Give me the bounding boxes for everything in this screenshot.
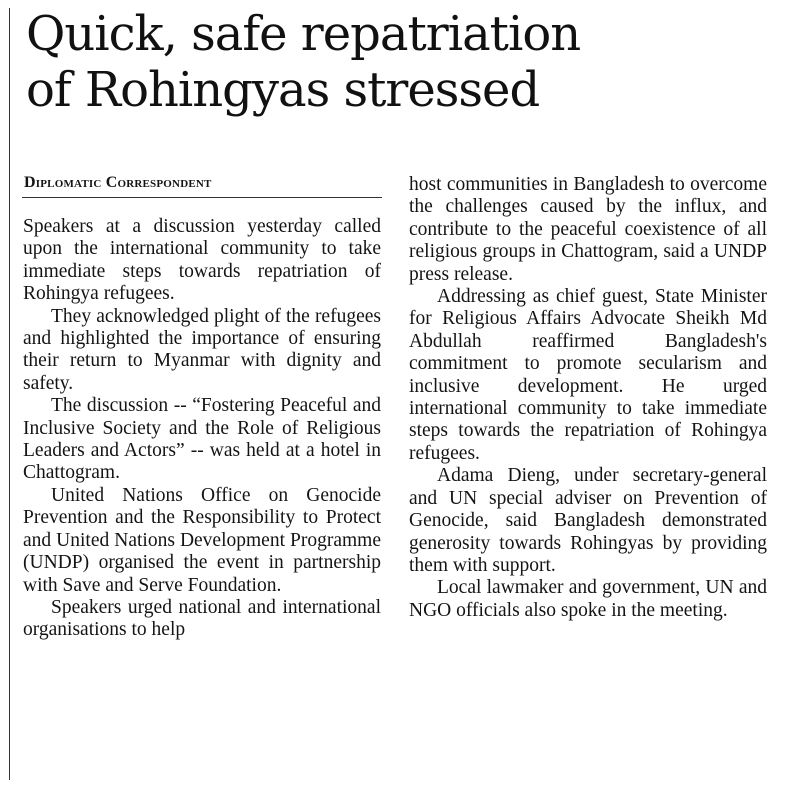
article-paragraph: Adama Dieng, under secretary-general and UN special adviser on Prevention of Genocide, said Bangladesh demonstrated generosity towards Rohingyas by providing them with support. [409,465,767,576]
headline-line-1: Quick, safe repatriation [26,6,581,62]
article-paragraph: They acknowledged plight of the refugees and highlighted the importance of ensuring their return to Myanmar with dignity and safety. [23,305,381,394]
article-paragraph-split-start: Speakers urged national and international organisations to help [23,596,381,641]
left-column-rule [9,8,10,780]
article-column-2 [409,174,767,622]
headline [26,6,776,118]
article-paragraph: United Nations Office on Genocide Prevention and the Responsibility to Protect and United Nations Development Programme (UNDP) organised the event in partnership with Save and Serve Foundation. [23,484,381,596]
article-paragraph: The discussion -- “Fostering Peaceful and Inclusive Society and the Role of Religious Leaders and Actors” -- was held at a hotel in Chattogram. [23,395,381,484]
article-paragraph: Local lawmaker and government, UN and NGO officials also spoke in the meeting. [409,577,767,621]
byline-rule [22,197,382,198]
byline: Diplomatic Correspondent [24,174,212,191]
article-column-1 [23,216,381,642]
article-paragraph: Speakers at a discussion yesterday called upon the international community to take immediate steps towards repatriation of Rohingya refugees. [23,216,381,305]
article-paragraph: Addressing as chief guest, State Minister for Religious Affairs Advocate Sheikh Md Abdullah reaffirmed Bangladesh's commitment to promote secularism and inclusive development. He urged international community to take immediate steps towards the repatriation of Rohingya refugees. [409,286,767,464]
headline-line-2: of Rohingyas stressed [26,62,540,118]
article-paragraph-split-end: host communities in Bangladesh to overcome the challenges caused by the influx, and contribute to the peaceful coexistence of all religious groups in Chattogram, said a UNDP press release. [409,174,767,285]
